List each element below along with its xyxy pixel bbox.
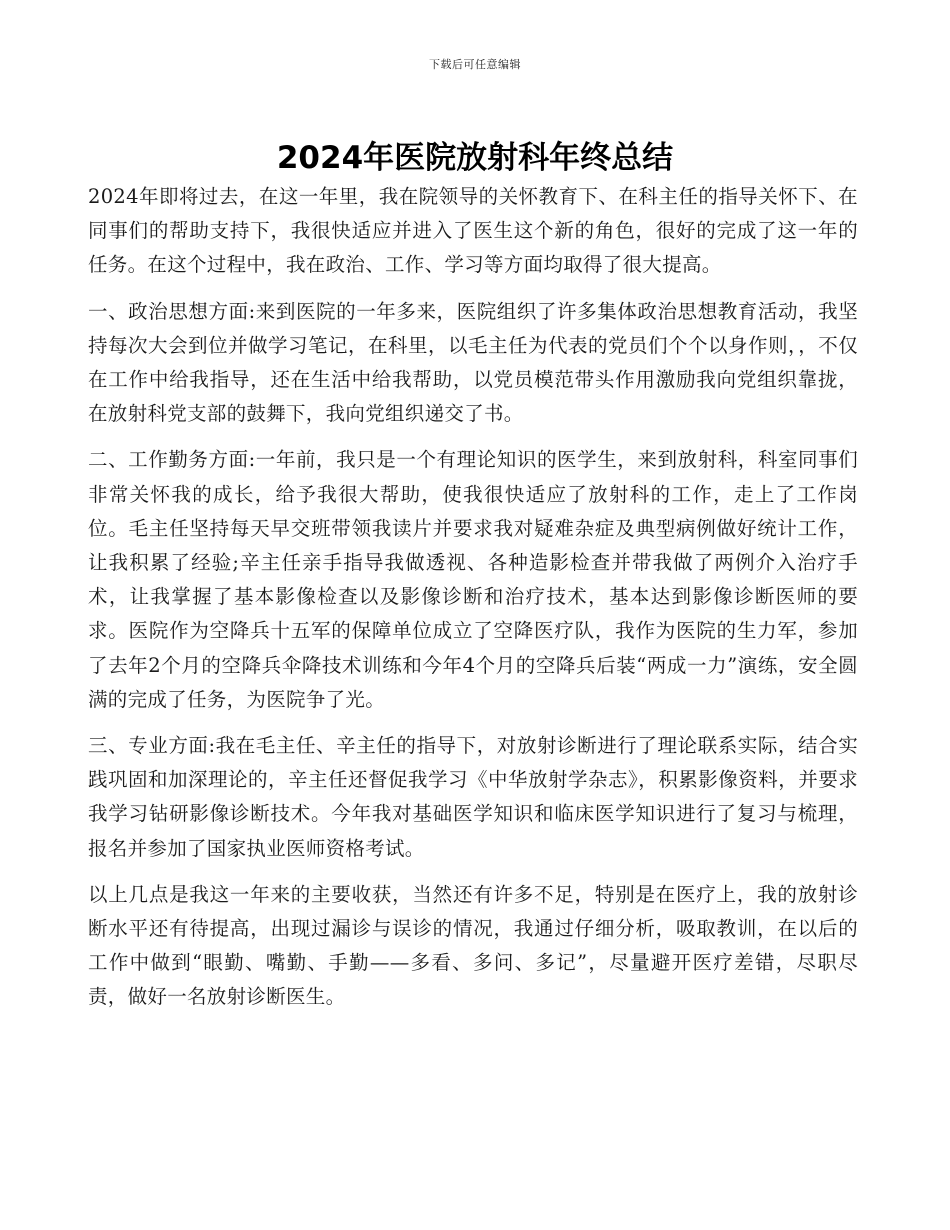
paragraph-political: 一、政治思想方面:来到医院的一年多来，医院组织了许多集体政治思想教育活动，我坚持每次大会到位并做学习笔记，在科里，以毛主任为代表的党员们个个以身作则，，不仅在工作中给我指导，还在生活中给我帮助，以党员模范带头作用激励我向党组织靠拢，在放射科党支部的鼓舞下，我向党组织递交了书。 — [88, 299, 858, 426]
document-title: 2024年医院放射科年终总结 — [276, 140, 674, 176]
paragraph-conclusion: 以上几点是我这一年来的主要收获，当然还有许多不足，特别是在医疗上，我的放射诊断水平还有待提高，出现过漏诊与误诊的情况，我通过仔细分析，吸取教训，在以后的工作中做到“眼勤、嘴勤、手勤——多看、多问、多记”，尽量避开医疗差错，尽职尽责，做好一名放射诊断医生。 — [88, 882, 858, 1009]
header-note: 下载后可任意编辑 — [429, 58, 521, 71]
paragraph-work: 二、工作勤务方面:一年前，我只是一个有理论知识的医学生，来到放射科，科室同事们非常关怀我的成长，给予我很大帮助，使我很快适应了放射科的工作，走上了工作岗位。毛主任坚持每天早交班带领我读片并要求我对疑难杂症及典型病例做好统计工作，让我积累了经验;辛主任亲手指导我做透视、各种造影检查并带我做了两例介入治疗手术，让我掌握了基本影像检查以及影像诊断和治疗技术，基本达到影像诊断医师的要求。医院作为空降兵十五军的保障单位成立了空降医疗队，我作为医院的生力军，参加了去年2个月的空降兵伞降技术训练和今年4个月的空降兵后装“两成一力”演练，安全圆满的完成了任务，为医院争了光。 — [88, 448, 858, 711]
paragraph-professional: 三、专业方面:我在毛主任、辛主任的指导下，对放射诊断进行了理论联系实际，结合实践巩固和加深理论的，辛主任还督促我学习《中华放射学杂志》，积累影像资料，并要求我学习钻研影像诊断技术。今年我对基础医学知识和临床医学知识进行了复习与梳理，报名并参加了国家执业医师资格考试。 — [88, 734, 858, 860]
document-body — [88, 180, 858, 1027]
paragraph-intro: 2024年即将过去，在这一年里，我在院领导的关怀教育下、在科主任的指导关怀下、在同事们的帮助支持下，我很快适应并进入了医生这个新的角色，很好的完成了这一年的任务。在这个过程中，我在政治、工作、学习等方面均取得了很大提高。 — [88, 185, 858, 277]
